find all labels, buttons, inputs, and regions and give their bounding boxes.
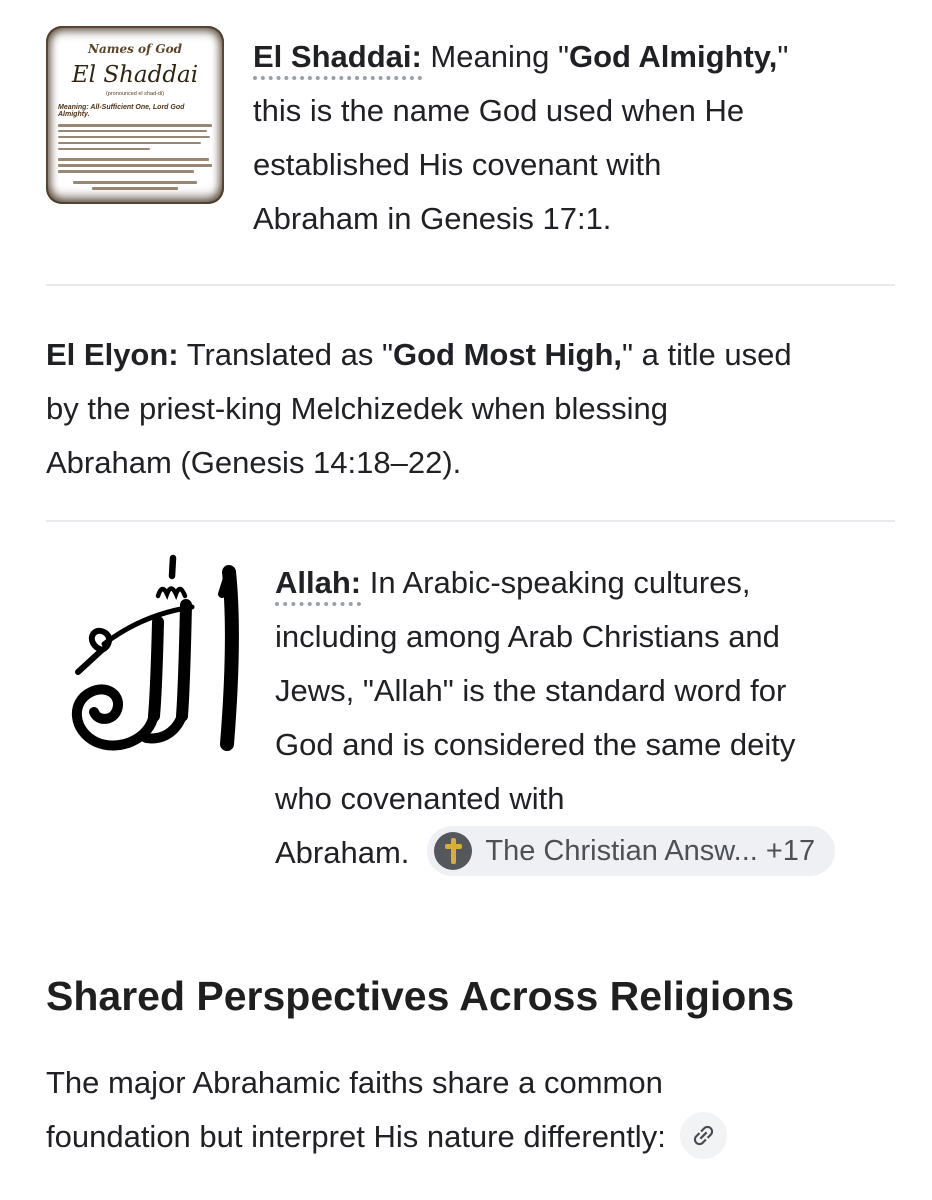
el-shaddai-paragraph: El Shaddai: Meaning "God Almighty," this is the name God used when He established His covenant with Abraham in Genesis 17:1. [253, 39, 789, 236]
closing-paragraph: The major Abrahamic faiths share a common foundation but interpret His nature differently: [46, 1056, 895, 1164]
link-icon[interactable] [680, 1112, 727, 1159]
parchment-body-text [58, 124, 212, 190]
el-elyon-bold-phrase: God Most High, [392, 337, 623, 372]
cross-icon [434, 832, 472, 870]
allah-last-line: Abraham. [275, 835, 410, 870]
citation-chip[interactable] [427, 826, 835, 876]
citation-more-count: +17 [765, 834, 816, 867]
el-shaddai-bold-phrase: God Almighty, [568, 39, 778, 74]
divider [46, 284, 895, 286]
el-shaddai-thumbnail-image[interactable] [46, 26, 224, 204]
allah-term[interactable]: Allah: [275, 565, 361, 606]
entry-allah [46, 550, 895, 880]
parchment-name: El Shaddai [71, 62, 199, 88]
el-elyon-text: Translated as " [178, 337, 393, 372]
el-elyon-term: El Elyon: [46, 337, 179, 372]
divider [46, 520, 895, 522]
section-heading: Shared Perspectives Across Religions [46, 973, 795, 1019]
entry-el-elyon: El Elyon: Translated as "God Most High," a title used by the priest-king Melchizedek when blessing Abraham (Genesis 14:18–22). [46, 337, 792, 480]
el-shaddai-text: Meaning " [421, 39, 569, 74]
closing-last-line: foundation but interpret His nature differently: [46, 1119, 666, 1154]
parchment-script-title: Names of God [88, 42, 182, 56]
parchment-meaning: Meaning: All-Sufficient One, Lord God Almighty. [58, 104, 185, 118]
allah-text: In Arabic-speaking cultures, [361, 565, 751, 600]
citation-source-label: The Christian Answ... +17 [485, 834, 816, 867]
allah-paragraph: Allah: In Arabic-speaking cultures, including among Arab Christians and Jews, "Allah" is the standard word for God and is considered the same deity who covenanted with Abraham. The Christian Answ... +17 [275, 556, 835, 880]
allah-calligraphy-image[interactable] [46, 550, 250, 752]
entry-el-shaddai [46, 24, 895, 246]
el-shaddai-term[interactable]: El Shaddai: [253, 39, 422, 80]
parchment-pronunciation: (pronounced el shad-di) [105, 91, 165, 97]
